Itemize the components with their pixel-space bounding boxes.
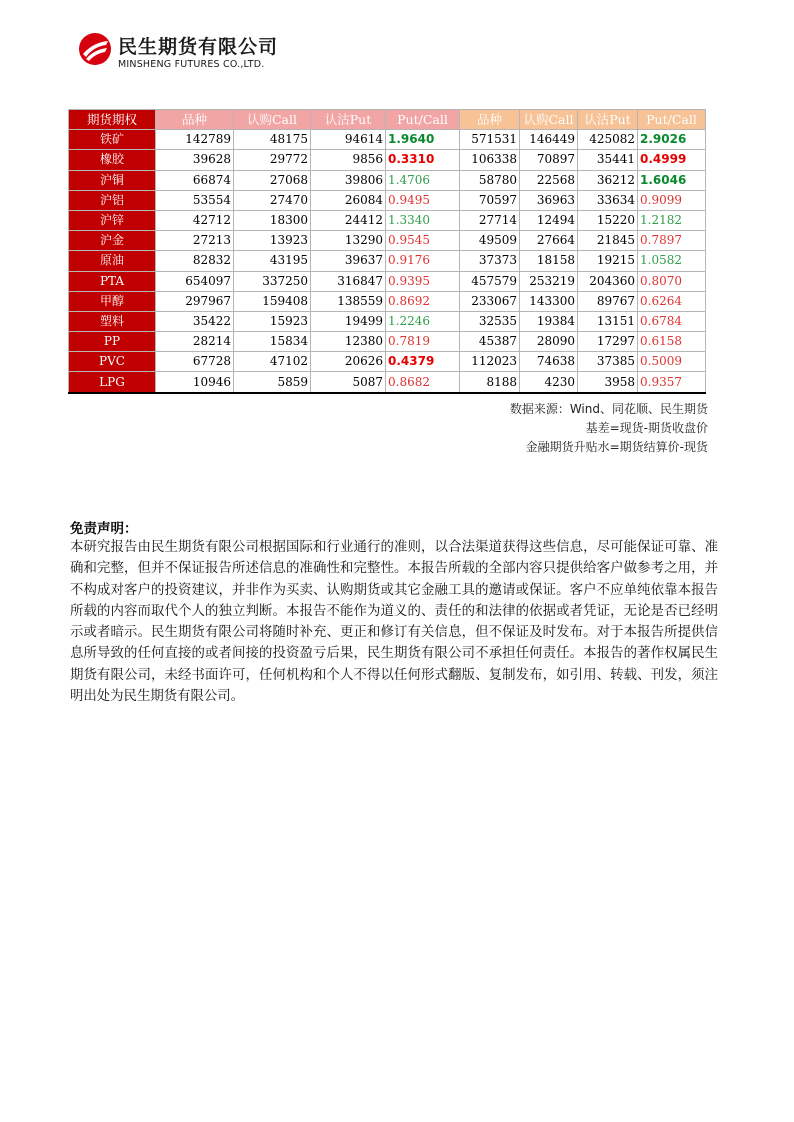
put-call-ratio-cell: 0.4999 — [638, 150, 706, 170]
volume-cell: 316847 — [311, 271, 386, 291]
put-call-ratio-cell: 0.8682 — [386, 372, 460, 393]
row-commodity-name: 甲醇 — [69, 291, 156, 311]
note-premium: 金融期货升贴水=期货结算价-现货 — [525, 440, 708, 454]
volume-cell: 22568 — [520, 170, 578, 190]
put-call-ratio-cell: 1.9640 — [386, 130, 460, 150]
put-call-ratio-cell: 2.9026 — [638, 130, 706, 150]
put-call-ratio-cell: 0.9099 — [638, 190, 706, 210]
volume-cell: 33634 — [578, 190, 638, 210]
table-row — [69, 251, 706, 271]
volume-cell: 5087 — [311, 372, 386, 393]
put-call-ratio-cell: 1.3340 — [386, 210, 460, 230]
header-ratio-2: Put/Call — [638, 110, 706, 130]
put-call-ratio-cell: 1.2246 — [386, 311, 460, 331]
volume-cell: 28214 — [156, 332, 234, 352]
volume-cell: 4230 — [520, 372, 578, 393]
volume-cell: 337250 — [234, 271, 311, 291]
volume-cell: 146449 — [520, 130, 578, 150]
volume-cell: 53554 — [156, 190, 234, 210]
volume-cell: 24412 — [311, 210, 386, 230]
volume-cell: 27068 — [234, 170, 311, 190]
table-corner-label: 期货期权 — [69, 110, 156, 130]
volume-cell: 27664 — [520, 231, 578, 251]
table-row — [69, 311, 706, 331]
table-row — [69, 150, 706, 170]
volume-cell: 32535 — [460, 311, 520, 331]
volume-cell: 425082 — [578, 130, 638, 150]
volume-cell: 47102 — [234, 352, 311, 372]
table-row — [69, 352, 706, 372]
volume-cell: 253219 — [520, 271, 578, 291]
row-commodity-name: 铁矿 — [69, 130, 156, 150]
put-call-ratio-cell: 0.9495 — [386, 190, 460, 210]
table-row — [69, 190, 706, 210]
put-call-ratio-cell: 0.6264 — [638, 291, 706, 311]
volume-cell: 89767 — [578, 291, 638, 311]
note-source: 数据来源：Wind、同花顺、民生期货 — [509, 402, 708, 416]
put-call-ratio-cell: 1.0582 — [638, 251, 706, 271]
volume-cell: 27714 — [460, 210, 520, 230]
put-call-ratio-cell: 0.4379 — [386, 352, 460, 372]
volume-cell: 48175 — [234, 130, 311, 150]
minsheng-logo-icon — [78, 32, 112, 66]
volume-cell: 8188 — [460, 372, 520, 393]
volume-cell: 58780 — [460, 170, 520, 190]
volume-cell: 233067 — [460, 291, 520, 311]
volume-cell: 74638 — [520, 352, 578, 372]
row-commodity-name: 沪铜 — [69, 170, 156, 190]
company-name-cn: 民生期货有限公司 — [118, 36, 279, 58]
volume-cell: 13151 — [578, 311, 638, 331]
volume-cell: 37373 — [460, 251, 520, 271]
table-row — [69, 271, 706, 291]
volume-cell: 66874 — [156, 170, 234, 190]
header-put-2: 认沽Put — [578, 110, 638, 130]
volume-cell: 20626 — [311, 352, 386, 372]
volume-cell: 28090 — [520, 332, 578, 352]
volume-cell: 15220 — [578, 210, 638, 230]
put-call-ratio-cell: 0.7897 — [638, 231, 706, 251]
volume-cell: 35441 — [578, 150, 638, 170]
put-call-ratio-cell: 1.6046 — [638, 170, 706, 190]
volume-cell: 19215 — [578, 251, 638, 271]
volume-cell: 138559 — [311, 291, 386, 311]
volume-cell: 82832 — [156, 251, 234, 271]
header-ratio-1: Put/Call — [386, 110, 460, 130]
row-commodity-name: 沪金 — [69, 231, 156, 251]
volume-cell: 49509 — [460, 231, 520, 251]
row-commodity-name: 沪锌 — [69, 210, 156, 230]
table-header-row — [69, 110, 706, 130]
header-variety-2: 品种 — [460, 110, 520, 130]
put-call-ratio-cell: 0.9357 — [638, 372, 706, 393]
volume-cell: 27470 — [234, 190, 311, 210]
volume-cell: 159408 — [234, 291, 311, 311]
volume-cell: 297967 — [156, 291, 234, 311]
volume-cell: 15834 — [234, 332, 311, 352]
volume-cell: 12494 — [520, 210, 578, 230]
volume-cell: 654097 — [156, 271, 234, 291]
table-row — [69, 291, 706, 311]
put-call-ratio-cell: 0.8070 — [638, 271, 706, 291]
volume-cell: 35422 — [156, 311, 234, 331]
volume-cell: 29772 — [234, 150, 311, 170]
put-call-ratio-cell: 0.5009 — [638, 352, 706, 372]
volume-cell: 13290 — [311, 231, 386, 251]
volume-cell: 70597 — [460, 190, 520, 210]
row-commodity-name: PTA — [69, 271, 156, 291]
volume-cell: 457579 — [460, 271, 520, 291]
volume-cell: 571531 — [460, 130, 520, 150]
disclaimer-body: 本研究报告由民生期货有限公司根据国际和行业通行的准则，以合法渠道获得这些信息，尽可能保证可靠、准确和完整，但并不保证报告所述信息的准确性和完整性。本报告所载的全部内容只提供给客户做参考之用，并不构成对客户的投资建议，并非作为买卖、认购期货或其它金融工具的邀请或保证。客户不应单纯依靠本报告所载的内容而取代个人的独立判断。本报告不能作为道义的、责任的和法律的依据或者凭证，无论是否已经明示或者暗示。民生期货有限公司将随时补充、更正和修订有关信息，但不保证及时发布。对于本报告所提供信息所导致的任何直接的或者间接的投资盈亏后果，民生期货有限公司不承担任何责任。本报告的著作权属民生期货有限公司，未经书面许可，任何机构和个人不得以任何形式翻版、复制发布，如引用、转载、刊发，须注明出处为民生期货有限公司。 — [70, 540, 718, 705]
volume-cell: 204360 — [578, 271, 638, 291]
volume-cell: 3958 — [578, 372, 638, 393]
volume-cell: 42712 — [156, 210, 234, 230]
put-call-ratio-cell: 0.6158 — [638, 332, 706, 352]
put-call-ratio-cell: 0.8692 — [386, 291, 460, 311]
header-variety-1: 品种 — [156, 110, 234, 130]
row-commodity-name: 塑料 — [69, 311, 156, 331]
table-row — [69, 170, 706, 190]
row-commodity-name: LPG — [69, 372, 156, 393]
volume-cell: 5859 — [234, 372, 311, 393]
row-commodity-name: PVC — [69, 352, 156, 372]
volume-cell: 37385 — [578, 352, 638, 372]
volume-cell: 18158 — [520, 251, 578, 271]
header-call-1: 认购Call — [234, 110, 311, 130]
table-row — [69, 332, 706, 352]
volume-cell: 15923 — [234, 311, 311, 331]
table-row — [69, 130, 706, 150]
volume-cell: 19499 — [311, 311, 386, 331]
volume-cell: 39628 — [156, 150, 234, 170]
volume-cell: 45387 — [460, 332, 520, 352]
row-commodity-name: 沪铝 — [69, 190, 156, 210]
company-name-en: MINSHENG FUTURES CO.,LTD. — [118, 59, 265, 70]
table-row — [69, 372, 706, 393]
put-call-ratio-cell: 1.4706 — [386, 170, 460, 190]
volume-cell: 36963 — [520, 190, 578, 210]
volume-cell: 67728 — [156, 352, 234, 372]
volume-cell: 26084 — [311, 190, 386, 210]
volume-cell: 36212 — [578, 170, 638, 190]
volume-cell: 21845 — [578, 231, 638, 251]
row-commodity-name: 橡胶 — [69, 150, 156, 170]
volume-cell: 70897 — [520, 150, 578, 170]
options-pcr-table — [68, 109, 706, 394]
volume-cell: 13923 — [234, 231, 311, 251]
volume-cell: 106338 — [460, 150, 520, 170]
company-logo — [78, 30, 308, 74]
note-basis: 基差=现货-期货收盘价 — [585, 421, 708, 435]
put-call-ratio-cell: 1.2182 — [638, 210, 706, 230]
volume-cell: 112023 — [460, 352, 520, 372]
volume-cell: 39806 — [311, 170, 386, 190]
disclaimer-title: 免责声明： — [70, 521, 138, 537]
table-row — [69, 210, 706, 230]
volume-cell: 10946 — [156, 372, 234, 393]
volume-cell: 143300 — [520, 291, 578, 311]
put-call-ratio-cell: 0.9395 — [386, 271, 460, 291]
header-call-2: 认购Call — [520, 110, 578, 130]
table-row — [69, 231, 706, 251]
volume-cell: 142789 — [156, 130, 234, 150]
volume-cell: 94614 — [311, 130, 386, 150]
header-put-1: 认沽Put — [311, 110, 386, 130]
volume-cell: 27213 — [156, 231, 234, 251]
data-source-notes — [510, 400, 708, 457]
put-call-ratio-cell: 0.7819 — [386, 332, 460, 352]
volume-cell: 43195 — [234, 251, 311, 271]
put-call-ratio-cell: 0.9545 — [386, 231, 460, 251]
volume-cell: 39637 — [311, 251, 386, 271]
put-call-ratio-cell: 0.6784 — [638, 311, 706, 331]
volume-cell: 12380 — [311, 332, 386, 352]
put-call-ratio-cell: 0.9176 — [386, 251, 460, 271]
row-commodity-name: PP — [69, 332, 156, 352]
volume-cell: 17297 — [578, 332, 638, 352]
volume-cell: 19384 — [520, 311, 578, 331]
volume-cell: 18300 — [234, 210, 311, 230]
volume-cell: 9856 — [311, 150, 386, 170]
put-call-ratio-cell: 0.3310 — [386, 150, 460, 170]
row-commodity-name: 原油 — [69, 251, 156, 271]
